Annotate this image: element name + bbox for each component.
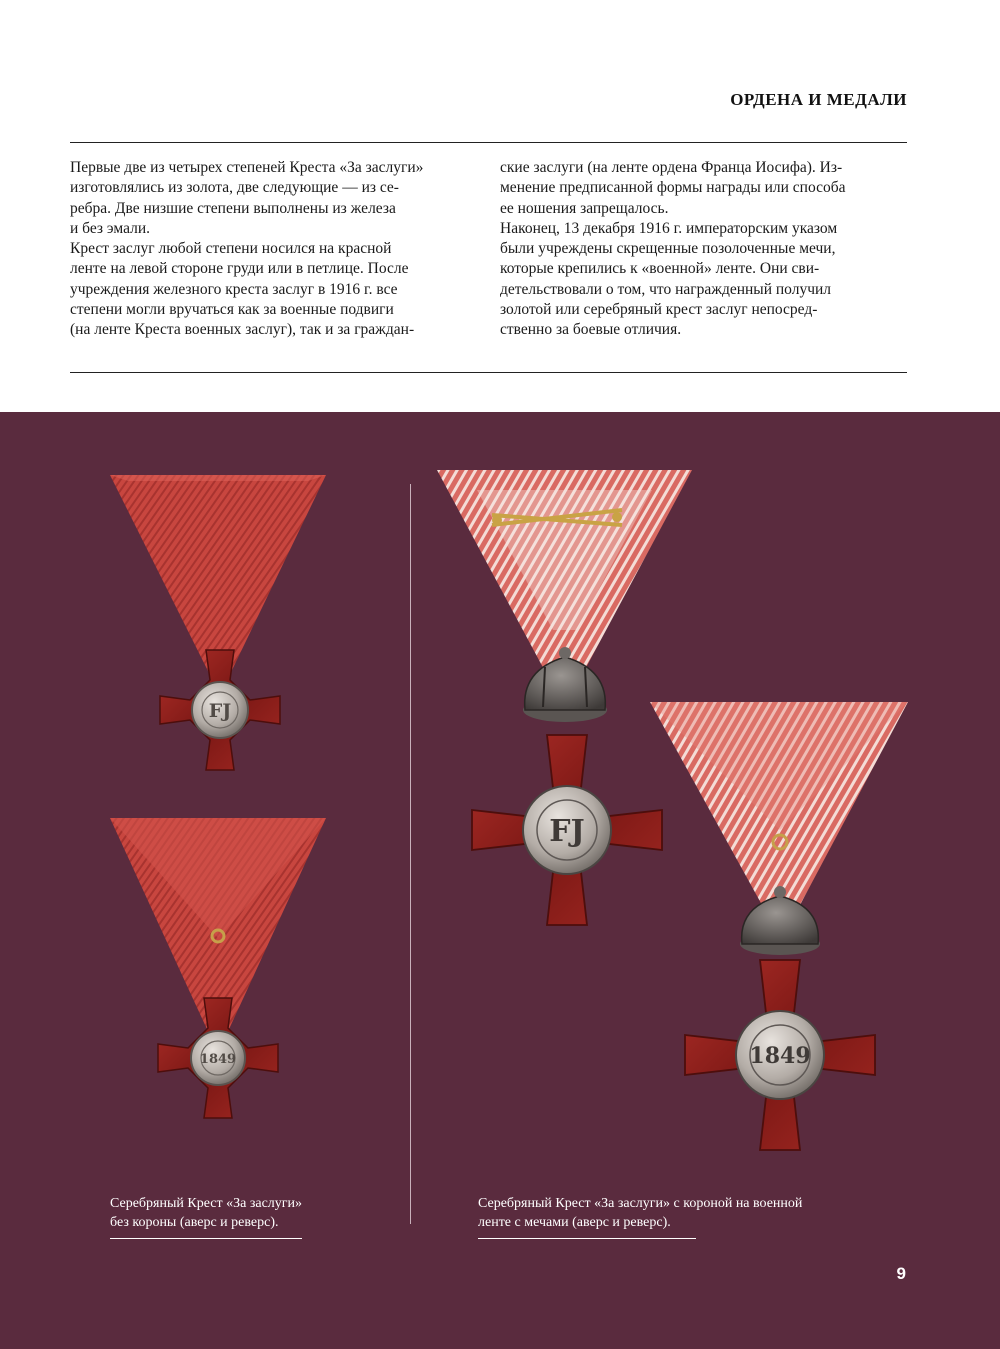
- text-line: и без эмали.: [70, 219, 151, 237]
- caption-line: ленте с мечами (аверс и реверс).: [478, 1215, 671, 1230]
- medal-reverse-crown: [650, 700, 910, 1180]
- year-text: 1849: [749, 1043, 811, 1069]
- caption-underline: [110, 1238, 302, 1239]
- cross: [160, 650, 280, 770]
- text-line: которые крепились к «военной» ленте. Они сви-: [500, 260, 820, 278]
- page-number: 9: [896, 1264, 906, 1283]
- text-rule: [70, 372, 907, 373]
- text-line: учреждения железного креста заслуг в 1916 г. все: [70, 280, 398, 298]
- text-line: ленте на левой стороне груди или в петлице. После: [70, 260, 409, 278]
- caption-underline: [478, 1238, 696, 1239]
- year-text: 1849: [199, 1052, 237, 1067]
- caption-line: Серебряный Крест «За заслуги»: [110, 1196, 303, 1211]
- medal-reverse-no-crown: [108, 818, 328, 1118]
- caption-line: без короны (аверс и реверс).: [110, 1215, 279, 1230]
- cross: [158, 998, 278, 1118]
- monogram-text: FJ: [208, 700, 232, 722]
- cross: [685, 960, 875, 1150]
- text-line: изготовлялись из золота, две следующие — из се-: [70, 179, 399, 197]
- text-line: Крест заслуг любой степени носился на красной: [70, 240, 392, 258]
- text-line: ственно за боевые отличия.: [500, 321, 682, 339]
- text-line: (на ленте Креста военных заслуг), так и за граждан-: [70, 321, 415, 339]
- text-column-left: [70, 158, 470, 341]
- text-line: золотой или серебряный крест заслуг непосред-: [500, 301, 818, 319]
- caption-left: [110, 1194, 302, 1232]
- panel-divider: [410, 484, 411, 1224]
- military-ribbon: [650, 702, 908, 905]
- text-column-right: [500, 158, 910, 341]
- caption-line: Серебряный Крест «За заслуги» с короной на военной: [478, 1196, 803, 1211]
- text-line: менение предписанной формы награды или способа: [500, 179, 846, 197]
- military-ribbon: [437, 470, 692, 675]
- page-header-title: ОРДЕНА И МЕДАЛИ: [730, 90, 907, 109]
- text-line: ские заслуги (на ленте ордена Франца Иосифа). Из-: [500, 159, 843, 176]
- crown: [740, 886, 820, 955]
- caption-right: [478, 1194, 802, 1232]
- crown: [523, 647, 607, 722]
- medal-obverse-no-crown: [108, 475, 328, 775]
- header-rule: [70, 142, 907, 143]
- text-line: степени могли вручаться как за военные подвиги: [70, 301, 394, 319]
- monogram-text: FJ: [549, 814, 585, 849]
- text-line: ее ношения запрещалось.: [500, 199, 669, 217]
- cross: [472, 735, 662, 925]
- text-line: ребра. Две низшие степени выполнены из железа: [70, 199, 396, 217]
- text-line: детельствовали о том, что награжденный получил: [500, 280, 832, 298]
- text-line: Первые две из четырех степеней Креста «За заслуги»: [70, 159, 424, 176]
- text-line: были учреждены скрещенные позолоченные мечи,: [500, 240, 836, 258]
- text-line: Наконец, 13 декабря 1916 г. императорским указом: [500, 219, 838, 237]
